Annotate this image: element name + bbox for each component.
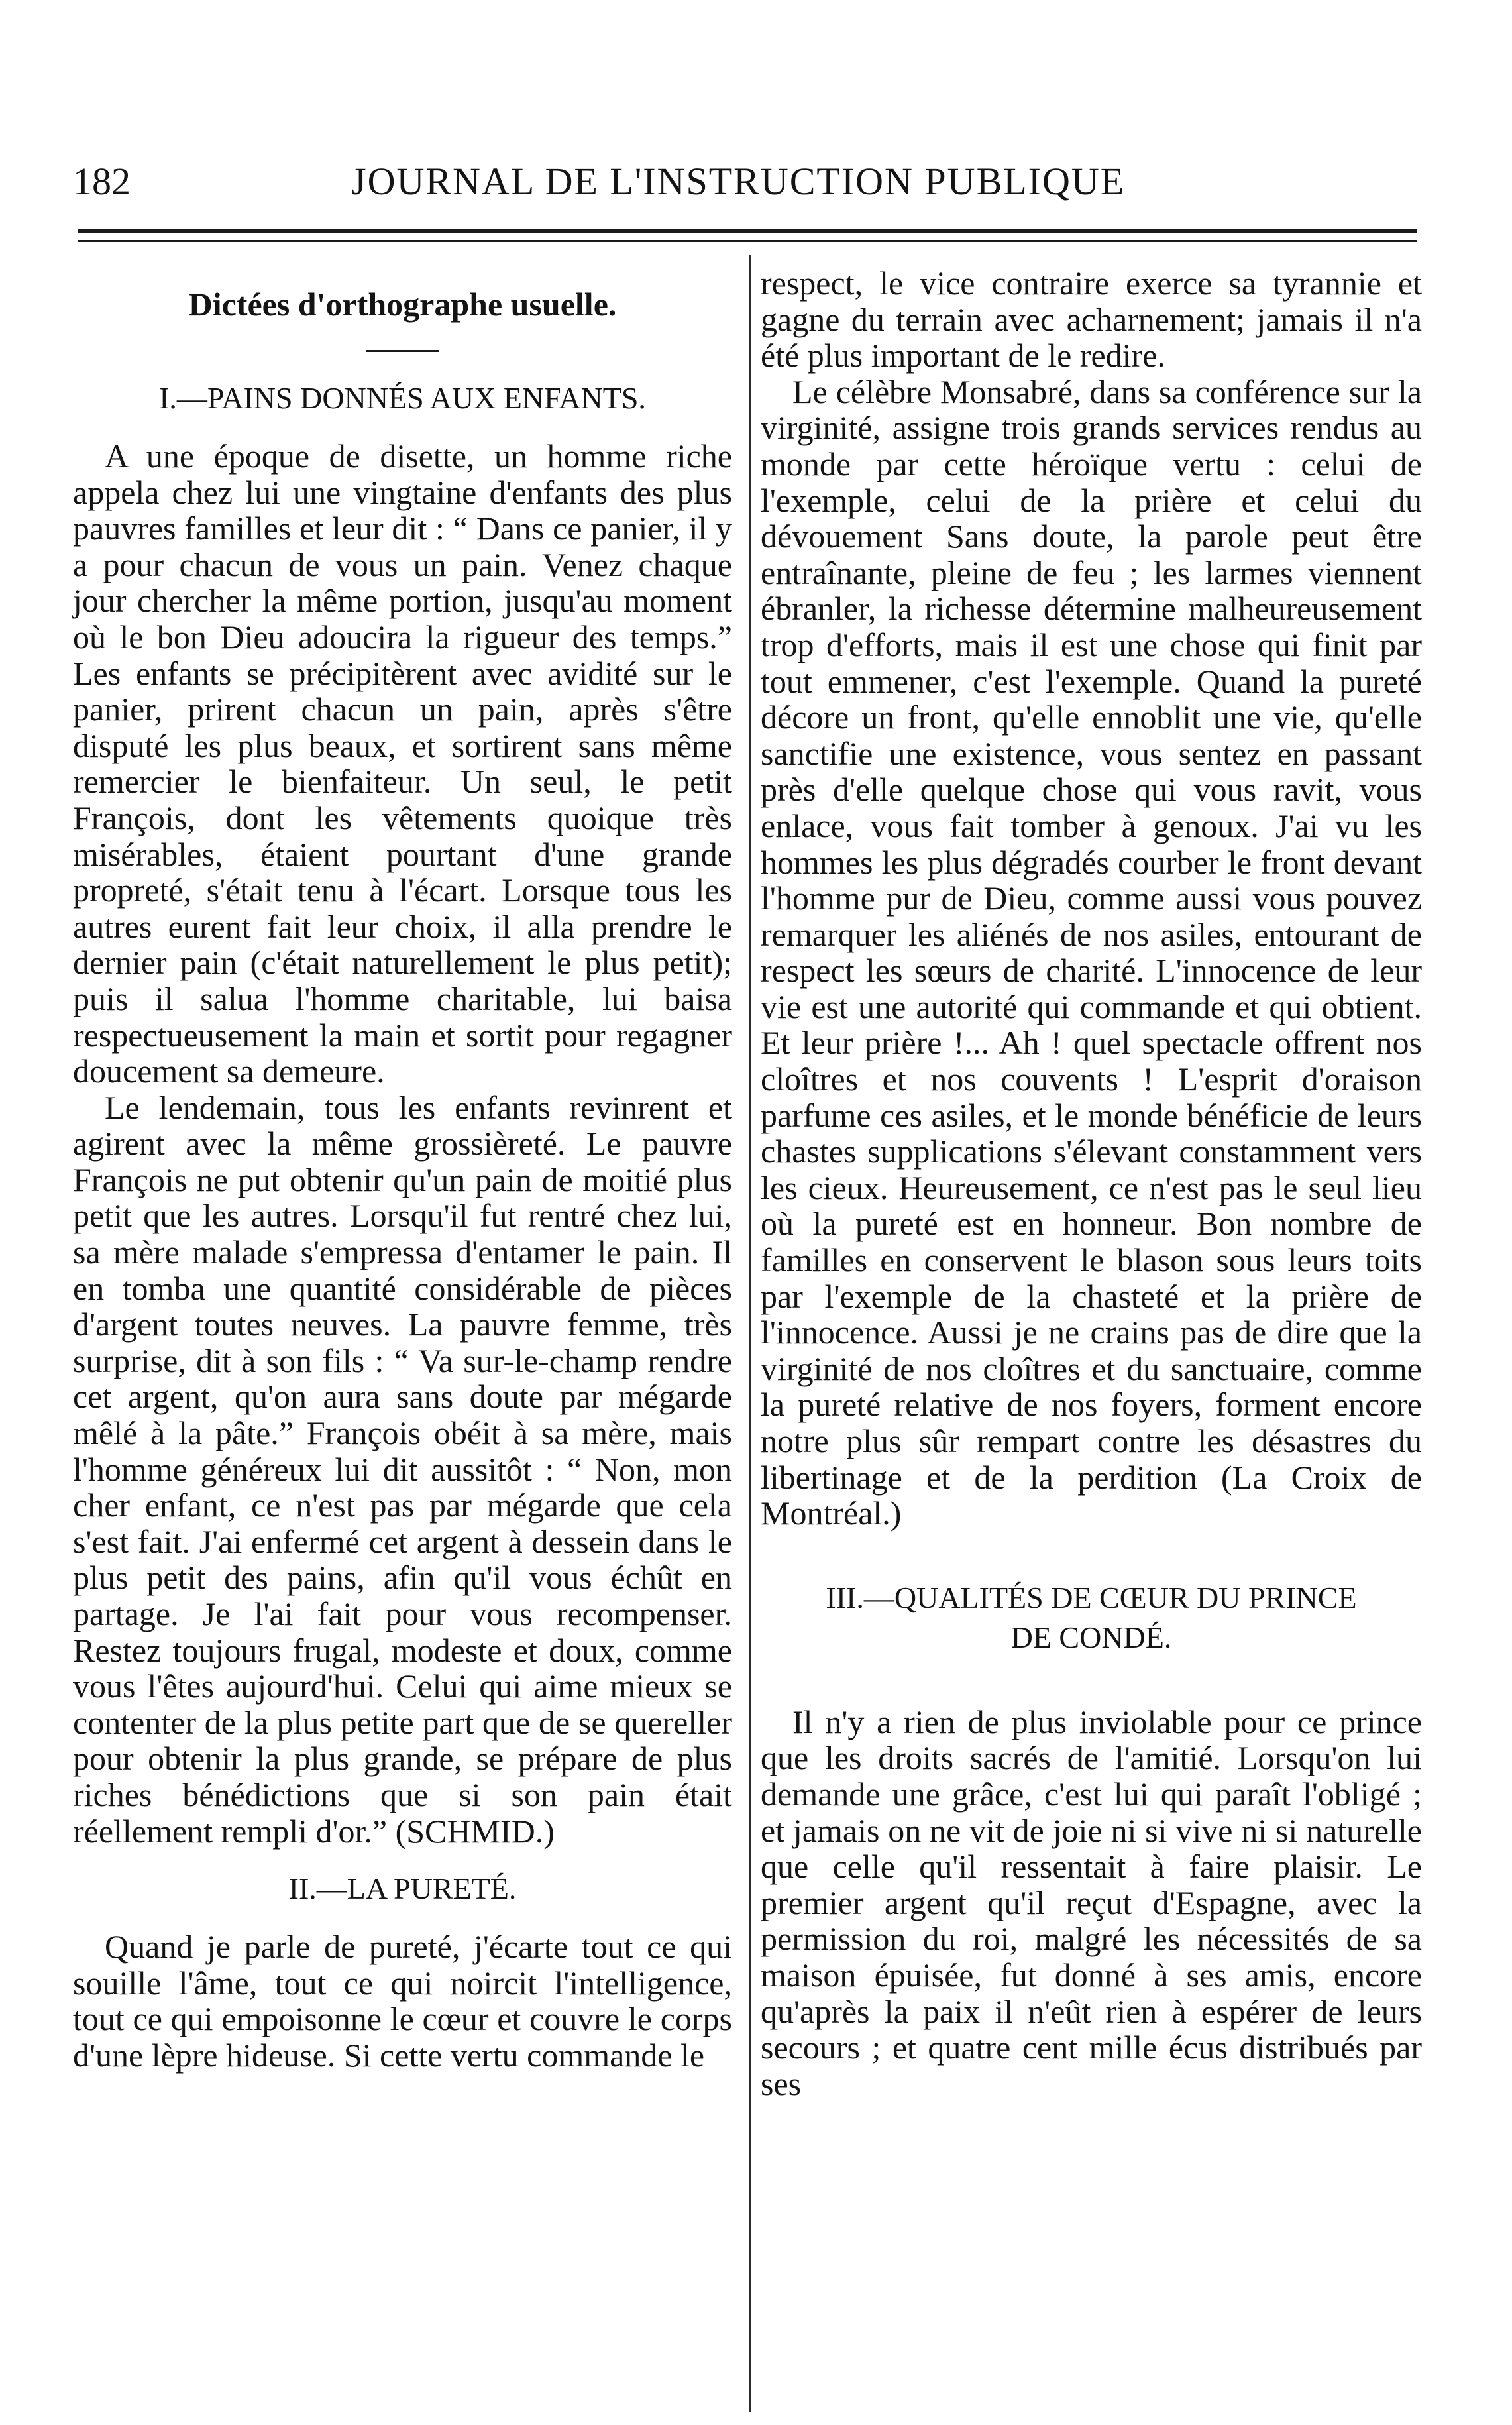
paragraph: Le célèbre Monsabré, dans sa conférence sur la virginité, assigne trois grands services rendus au monde par cette héroïque vertu : celui de l'exemple, celui de la prière et celui du dévouement Sans doute, la parole peut être entraînante, pleine de feu ; les larmes viennent ébranler, la richesse détermine malheureusement trop d'efforts, mais il est une chose qui finit par tout emmener, c'est l'exemple. Quand la pureté décore un front, qu'elle ennoblit une vie, qu'elle sanctifie une existence, vous sentez en passant près d'elle quelque chose qui vous ravit, vous enlace, vous fait tomber à genoux. J'ai vu les hommes les plus dégradés courber le front devant l'homme pur de Dieu, comme aussi vous pouvez remarquer les aliénés de nos asiles, entourant de respect les sœurs de charité. L'innocence de leur vie est une autorité qui commande et qui obtient. Et leur prière !... Ah ! quel spectacle offrent nos cloîtres et nos couvents ! L'esprit d'oraison parfume ces asiles, et le monde bénéficie de leurs chastes supplications s'élevant constamment vers les cieux. Heureusement, ce n'est pas le seul lieu où la pureté est en honneur. Bon nombre de familles en conservent le blason sous leurs toits par l'exemple de la chasteté et la prière de l'innocence. Aussi je ne crains pas de dire que la virginité de nos cloîtres et du sanctuaire, comme la pureté relative de nos foyers, forment encore notre plus sûr rempart contre les désastres du libertinage et de la perdition (La Croix de Montréal.)	[761, 372, 1422, 1532]
header-rule-thick	[78, 229, 1417, 233]
section-heading-3	[761, 1578, 1422, 1658]
article-title: Dictées d'orthographe usuelle.	[188, 286, 617, 323]
spacer	[761, 1677, 1422, 1704]
page-number: 182	[73, 160, 131, 203]
running-title: JOURNAL DE L'INSTRUCTION PUBLIQUE	[351, 160, 1126, 203]
paragraph: A une époque de disette, un homme riche appela chez lui une vingtaine d'enfants des plus pauvres familles et leur dit : “ Dans ce panier, il y a pour chacun de vous un pain. Venez chaque jour chercher la même portion, jusqu'au moment où le bon Dieu adoucira la rigueur des temps.” Les enfants se précipitèrent avec avidité sur le panier, prirent chacun un pain, après s'être disputé les plus beaux, et sortirent sans même remercier le bienfaiteur. Un seul, le petit François, dont les vêtements quoique très misérables, étaient pourtant d'une grande propreté, s'était tenu à l'écart. Lorsque tous les autres eurent fait leur choix, il alla prendre le dernier pain (c'était naturellement le plus petit); puis il salua l'homme charitable, lui baisa respectueusement la main et sortit pour regagner doucement sa demeure.	[73, 437, 732, 1090]
paragraph: respect, le vice contraire exerce sa tyrannie et gagne du terrain avec acharnement; jamais il n'a été plus important de le redire.	[761, 264, 1422, 374]
header-rule-thin	[78, 240, 1417, 242]
left-column	[73, 278, 732, 2074]
paragraph: Il n'y a rien de plus inviolable pour ce prince que les droits sacrés de l'amitié. Lorsqu'on lui demande une grâce, c'est lui qui paraît l'obligé ; et jamais on ne vit de joie ni si vive ni si naturelle que celle qu'il ressentait à faire plaisir. Le premier argent qu'il reçut d'Espagne, avec la permission du roi, malgré les nécessités de sa maison épuisée, fut donné à ses amis, encore qu'après la paix il n'eût rien à espérer de leurs secours ; et quatre cent mille écus distribués par ses	[761, 1703, 1422, 2102]
column-divider	[749, 255, 751, 2412]
right-column	[761, 265, 1422, 2102]
section-heading-3-line2: DE CONDÉ.	[1010, 1620, 1172, 1654]
section-heading-2: II.—LA PURETÉ.	[288, 1872, 517, 1906]
paragraph: Le lendemain, tous les enfants revinrent et agirent avec la même grossièreté. Le pauvre François ne put obtenir qu'un pain de moitié plus petit que les autres. Lorsqu'il fut rentré chez lui, sa mère malade s'empressa d'entamer le pain. Il en tomba une quantité considérable de pièces d'argent toutes neuves. La pauvre femme, très surprise, dit à son fils : “ Va sur-le-champ rendre cet argent, qu'on aura sans doute par mégarde mêlé à la pâte.” François obéit à sa mère, mais l'homme généreux lui dit aussitôt : “ Non, mon cher enfant, ce n'est pas par mégarde que cela s'est fait. J'ai enfermé cet argent à dessein dans le plus petit des pains, afin qu'il vous échût en partage. Je l'ai fait pour vous recompenser. Restez toujours frugal, modeste et doux, comme vous l'êtes aujourd'hui. Celui qui aime mieux se contenter de la plus petite part que de se quereller pour obtenir la plus grande, se prépare de plus riches bénédictions que si son pain était réellement rempli d'or.” (SCHMID.)	[73, 1088, 732, 1850]
section-heading-1: I.—PAINS DONNÉS AUX ENFANTS.	[159, 381, 646, 415]
section-heading-3-line1: III.—QUALITÉS DE CŒUR DU PRINCE	[826, 1580, 1357, 1614]
spacer	[761, 1532, 1422, 1558]
paragraph: Quand je parle de pureté, j'écarte tout ce qui souille l'âme, tout ce qui noircit l'intelligence, tout ce qui empoisonne le cœur et couvre le corps d'une lèpre hideuse. Si cette vertu commande le	[73, 1928, 732, 2074]
page-header	[73, 159, 1418, 219]
title-separator	[366, 350, 439, 352]
